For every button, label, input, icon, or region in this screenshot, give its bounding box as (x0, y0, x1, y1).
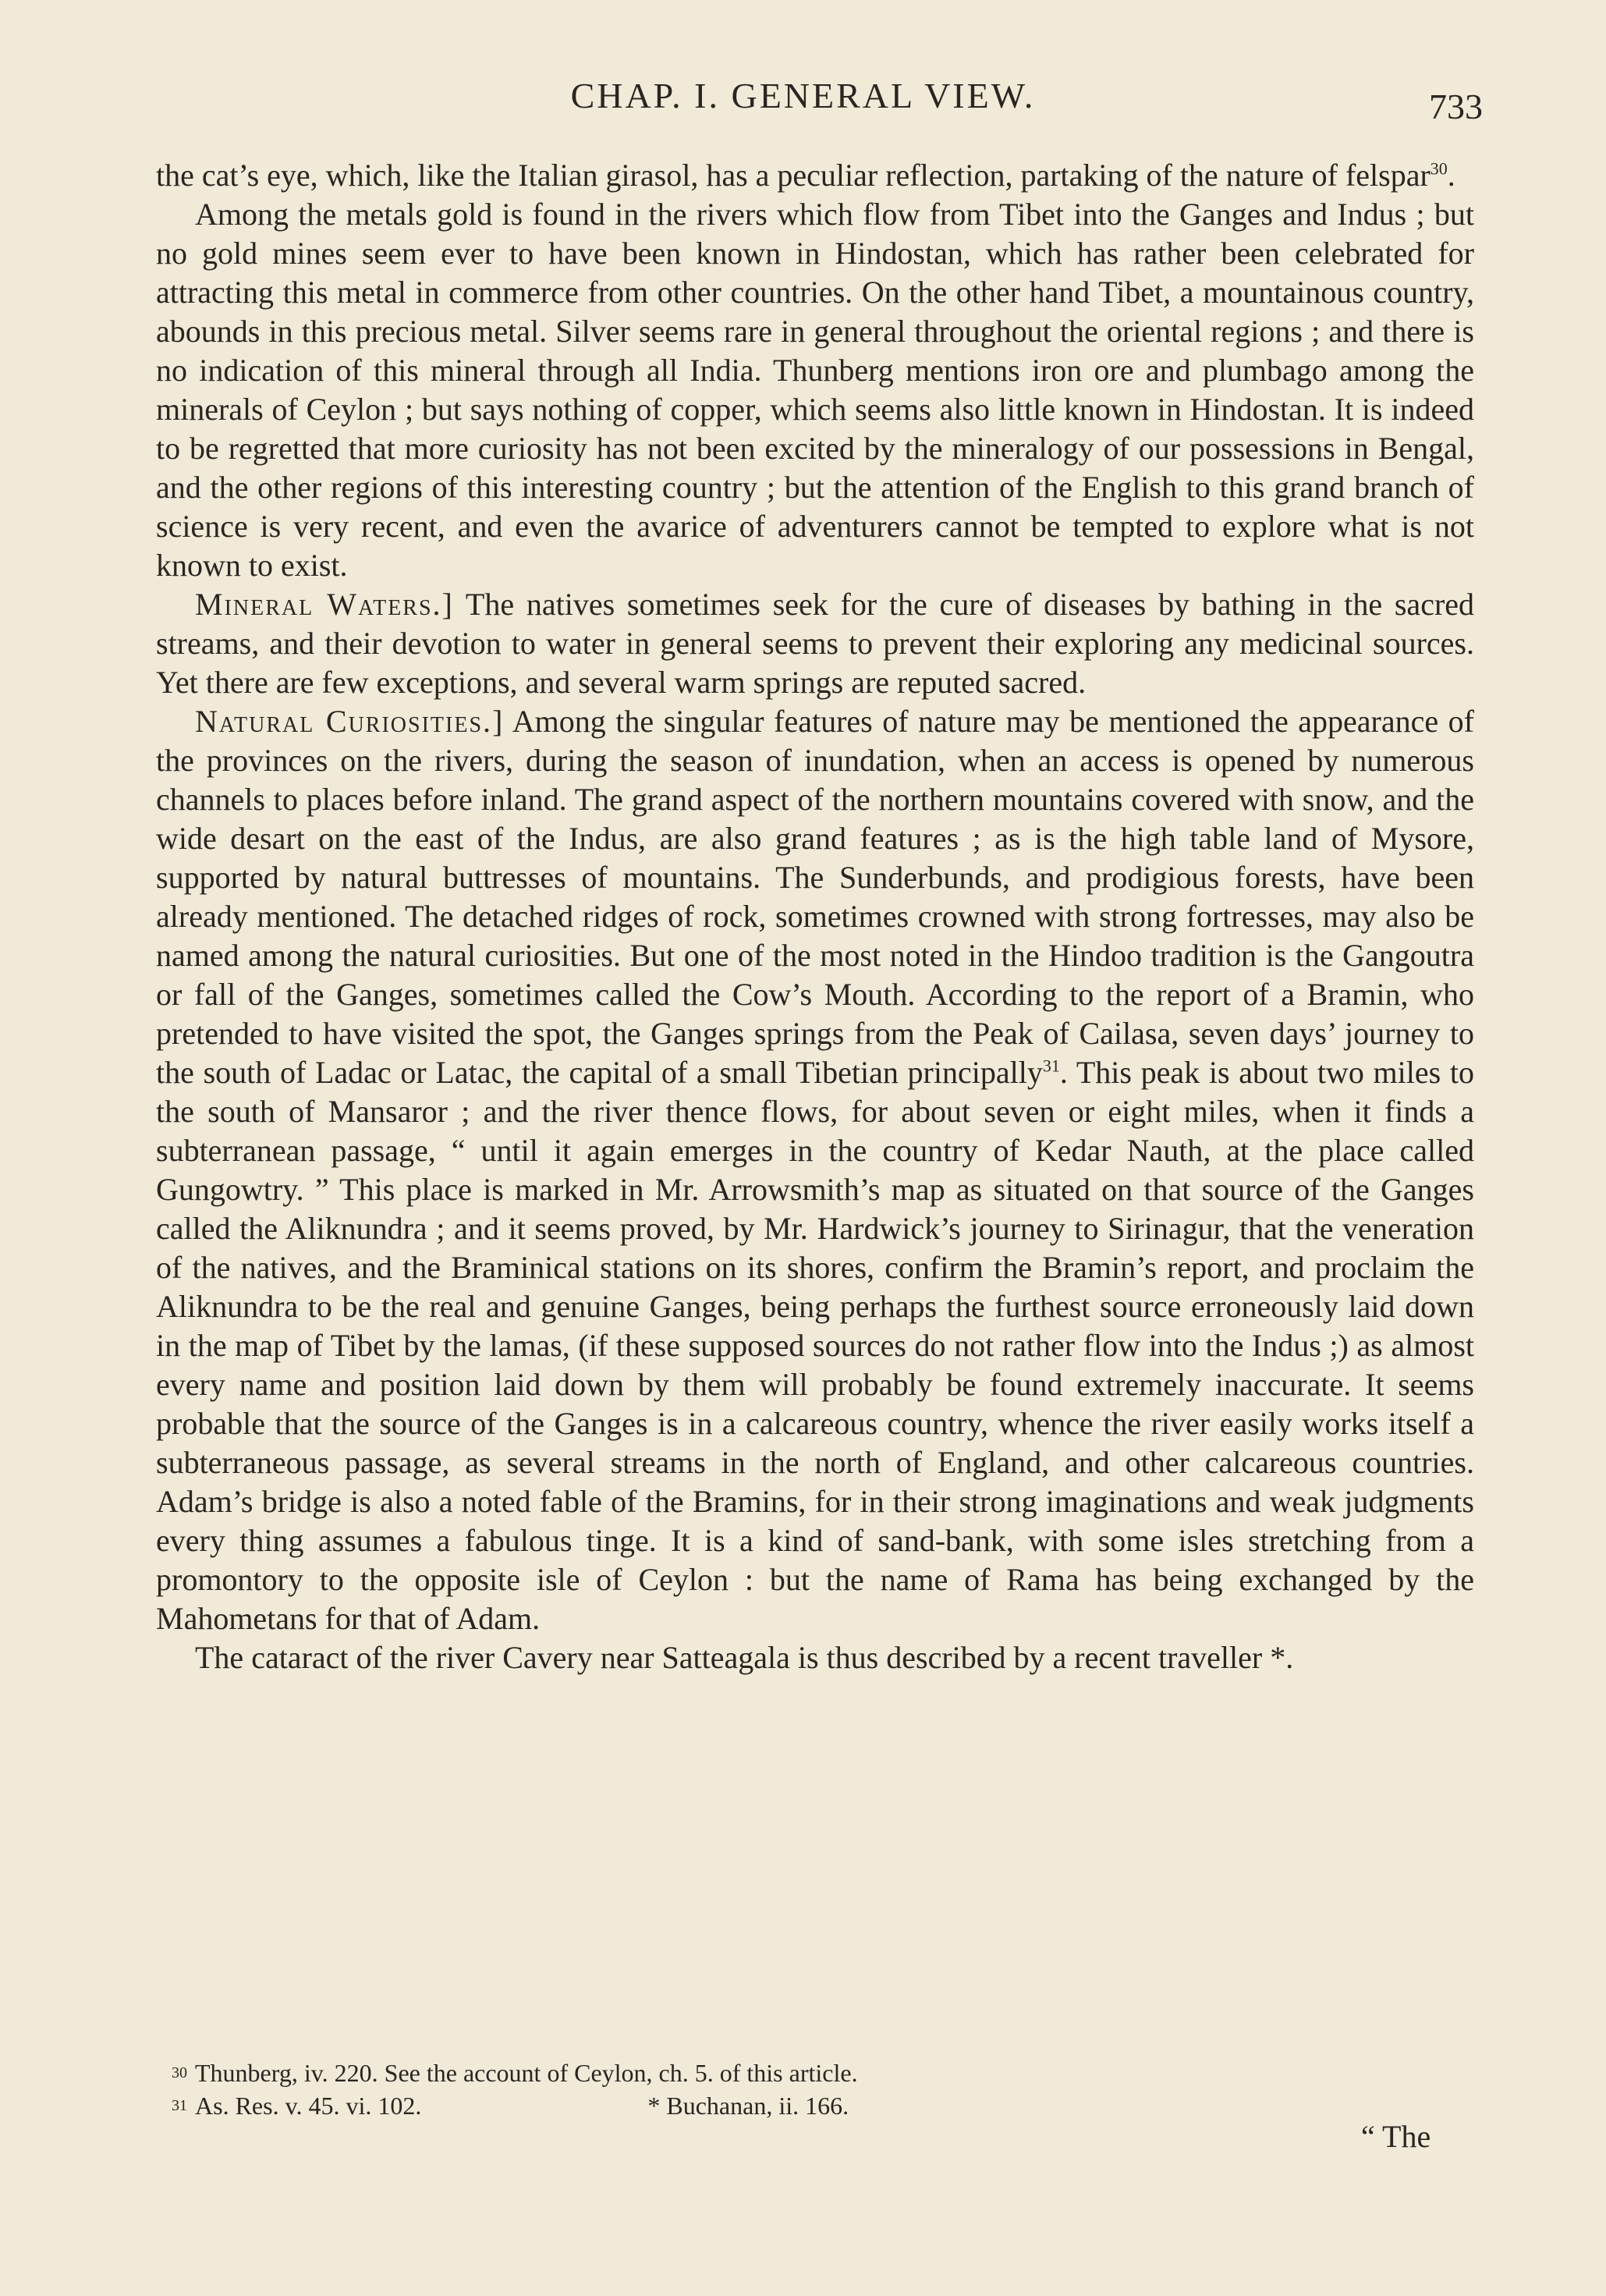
footnote-text-31: As. Res. v. 45. vi. 102. (195, 2092, 422, 2120)
paragraph-text: Among the singular features of nature may be mentioned the appearance of the provinces on the rivers, during the season of inundation, when an access is opened by numerous channels to places before inland. The grand aspect of the northern mountains covered with snow, and the wide desart on the east of the Indus, are also grand features ; as is the high table land of Mysore, supported by natural buttresses of mountains. The Sunderbunds, and prodigious forests, have been already mentioned. The detached ridges of rock, sometimes crowned with strong fortresses, may also be named among the natural curiosities. But one of the most noted in the Hindoo tradition is the Gangoutra or fall of the Ganges, sometimes called the Cow’s Mouth. According to the report of a Bramin, who pretended to have visited the spot, the Ganges springs from the Peak of Cailasa, seven days’ journey to the south of Ladac or Latac, the capital of a small Tibetian principally (156, 704, 1474, 1090)
section-heading-mineral-waters: Mineral Waters.] (195, 587, 454, 622)
footnote-mark-30: 30 (172, 2064, 187, 2081)
paragraph-felspar (156, 156, 1474, 195)
paragraph-text: The natives sometimes seek for the cure of diseases by bathing in the sacred streams, and their devotion to water in general seems to prevent their exploring any medicinal sources. Yet there are few exceptions, and several warm springs are reputed sacred. (156, 587, 1475, 700)
page-number: 733 (1429, 87, 1483, 126)
footnotes (172, 2056, 1482, 2122)
section-heading-natural-curiosities: Natural Curiosities.] (195, 704, 505, 739)
footnote-star: * Buchanan, ii. 166. (647, 2092, 849, 2120)
paragraph-natural-curiosities (156, 702, 1474, 1638)
paragraph-text-continued: . This peak is about two miles to the south of Mansaror ; and the river thence flows, for about seven or eight miles, when it finds a subterranean passage, “ until it again emerges in the country of Kedar Nauth, at the place called Gungowtry. ” This place is marked in Mr. Arrowsmith’s map as situated on that source of the Ganges called the Aliknundra ; and it seems proved, by Mr. Hardwick’s journey to Sirinagur, that the veneration of the natives, and the Braminical stations on its shores, confirm the Bramin’s report, and proclaim the Aliknundra to be the real and genuine Ganges, being perhaps the furthest source erroneously laid down in the map of Tibet by the lamas, (if these supposed sources do not rather flow into the Indus ;) as almost every name and position laid down by them will probably be found extremely inaccurate. It seems probable that the source of the Ganges is in a calcareous country, whence the river easily works itself a subterraneous passage, as several streams in the north of England, and other calcareous countries. Adam’s bridge is also a noted fable of the Bramins, for in their strong imaginations and weak judgments every thing assumes a fabulous tinge. It is a kind of sand-bank, with some isles stretching from a promontory to the opposite isle of Ceylon : but the name of Rama has being exchanged by the Mahometans for that of Adam. (156, 1055, 1475, 1636)
footnote-30 (172, 2056, 1482, 2089)
footnote-31 (172, 2089, 1482, 2122)
paragraph-text-end: . (1447, 158, 1455, 193)
footnote-ref-30: 30 (1430, 158, 1448, 179)
paragraph-metals: Among the metals gold is found in the rivers which flow from Tibet into the Ganges and Indus ; but no gold mines seem ever to have been known in Hindostan, which has rather been celebrated for attracting this metal in commerce from other countries. On the other hand Tibet, a mountainous country, abounds in this precious metal. Silver seems rare in general throughout the oriental regions ; and there is no indication of this mineral through all India. Thunberg mentions iron ore and plumbago among the minerals of Ceylon ; but says nothing of copper, which seems also little known in Hindostan. It is indeed to be regretted that more curiosity has not been excited by the mineralogy of our possessions in Bengal, and the other regions of this interesting country ; but the attention of the English to this grand branch of science is very recent, and even the avarice of adventurers cannot be tempted to explore what is not known to exist. (156, 197, 1474, 583)
paragraph-text: the cat’s eye, which, like the Italian girasol, has a peculiar reflection, partaking of the nature of felspar (156, 158, 1431, 193)
running-title: CHAP. I. GENERAL VIEW. (570, 76, 1036, 115)
catchword: “ The (1361, 2119, 1431, 2154)
footnote-ref-31: 31 (1042, 1056, 1060, 1076)
footnote-mark-31: 31 (172, 2097, 187, 2114)
paragraph-cataract: The cataract of the river Cavery near Satteagala is thus described by a recent traveller *. (195, 1640, 1294, 1675)
body-text (156, 156, 1474, 1677)
footnote-text-30: Thunberg, iv. 220. See the account of Ceylon, ch. 5. of this article. (195, 2059, 858, 2087)
paragraph-mineral-waters (156, 585, 1474, 702)
